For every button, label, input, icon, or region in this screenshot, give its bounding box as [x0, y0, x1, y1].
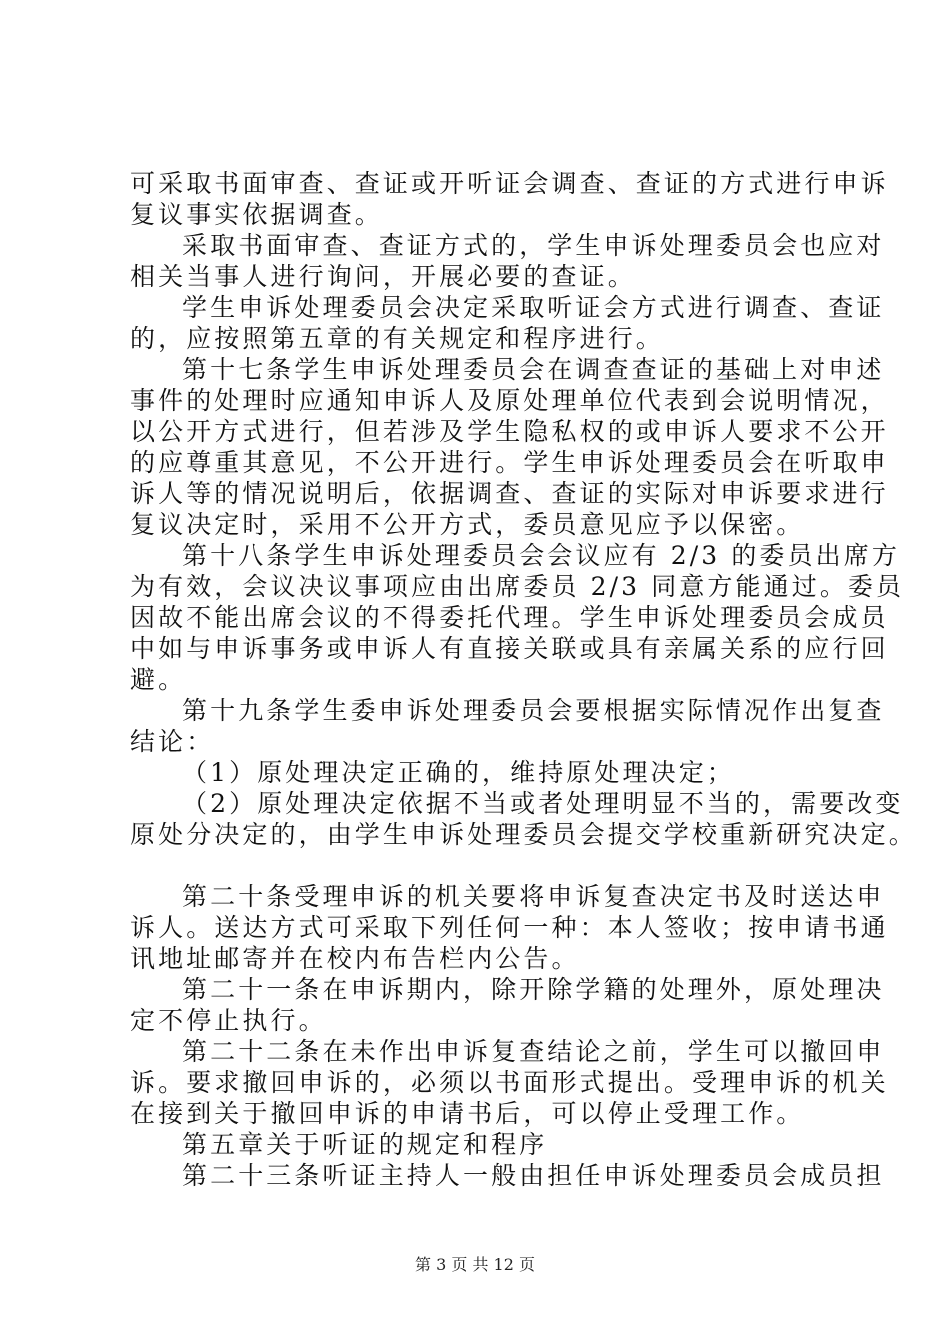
- body-line: 避。: [130, 665, 187, 694]
- body-line: 讯地址邮寄并在校内布告栏内公告。: [130, 944, 580, 973]
- body-line: 复议决定时，采用不公开方式，委员意见应予以保密。: [130, 510, 805, 539]
- body-line: 采取书面审查、查证方式的，学生申诉处理委员会也应对: [182, 231, 885, 260]
- body-line: 可采取书面审查、查证或开听证会调查、查证的方式进行申诉: [130, 169, 889, 198]
- body-line: 以公开方式进行，但若涉及学生隐私权的或申诉人要求不公开: [130, 417, 889, 446]
- body-line: 复议事实依据调查。: [130, 200, 383, 229]
- article-17-heading-line: 第十七条学生申诉处理委员会在调查查证的基础上对申述: [182, 355, 885, 384]
- article-22-heading-line: 第二十二条在未作出申诉复查结论之前，学生可以撤回申: [182, 1037, 885, 1066]
- body-line: 诉。要求撤回申诉的，必须以书面形式提出。受理申诉的机关: [130, 1068, 889, 1097]
- chapter-heading: 第五章关于听证的规定和程序: [182, 1130, 548, 1159]
- body-line: 学生申诉处理委员会决定采取听证会方式进行调查、查证: [182, 293, 885, 322]
- body-line: 原处分决定的，由学生申诉处理委员会提交学校重新研究决定。: [130, 820, 917, 849]
- body-line: 的应尊重其意见，不公开进行。学生申诉处理委员会在听取申: [130, 448, 889, 477]
- body-line: 事件的处理时应通知申诉人及原处理单位代表到会说明情况，: [130, 386, 889, 415]
- article-19-heading-line: 第十九条学生委申诉处理委员会要根据实际情况作出复查: [182, 696, 885, 725]
- paragraph-gap: [130, 850, 850, 881]
- body-line: 相关当事人进行询问，开展必要的查证。: [130, 262, 636, 291]
- body-line: 在接到关于撤回申诉的申请书后，可以停止受理工作。: [130, 1099, 805, 1128]
- body-line: 定不停止执行。: [130, 1006, 327, 1035]
- body-line: 诉人等的情况说明后，依据调查、查证的实际对申诉要求进行: [130, 479, 889, 508]
- list-item: （2）原处理决定依据不当或者处理明显不当的，需要改变: [182, 789, 904, 818]
- list-item: （1）原处理决定正确的，维持原处理决定；: [182, 758, 735, 787]
- body-line: 为有效，会议决议事项应由出席委员 2/3 同意方能通过。委员: [130, 572, 905, 601]
- article-23-heading-line: 第二十三条听证主持人一般由担任申诉处理委员会成员担: [182, 1161, 885, 1190]
- body-line: 结论：: [130, 727, 215, 756]
- article-20-heading-line: 第二十条受理申诉的机关要将申诉复查决定书及时送达申: [182, 882, 885, 911]
- article-21-heading-line: 第二十一条在申诉期内，除开除学籍的处理外，原处理决: [182, 975, 885, 1004]
- body-line: 诉人。送达方式可采取下列任何一种：本人签收；按申请书通: [130, 913, 889, 942]
- page-number-footer: 第 3 页 共 12 页: [415, 1255, 535, 1274]
- article-18-heading-line: 第十八条学生申诉处理委员会会议应有 2/3 的委员出席方: [182, 541, 900, 570]
- body-line: 因故不能出席会议的不得委托代理。学生申诉处理委员会成员: [130, 603, 889, 632]
- body-line: 中如与申诉事务或申诉人有直接关联或具有亲属关系的应行回: [130, 634, 889, 663]
- document-body: [130, 168, 917, 1191]
- body-line: 的，应按照第五章的有关规定和程序进行。: [130, 324, 664, 353]
